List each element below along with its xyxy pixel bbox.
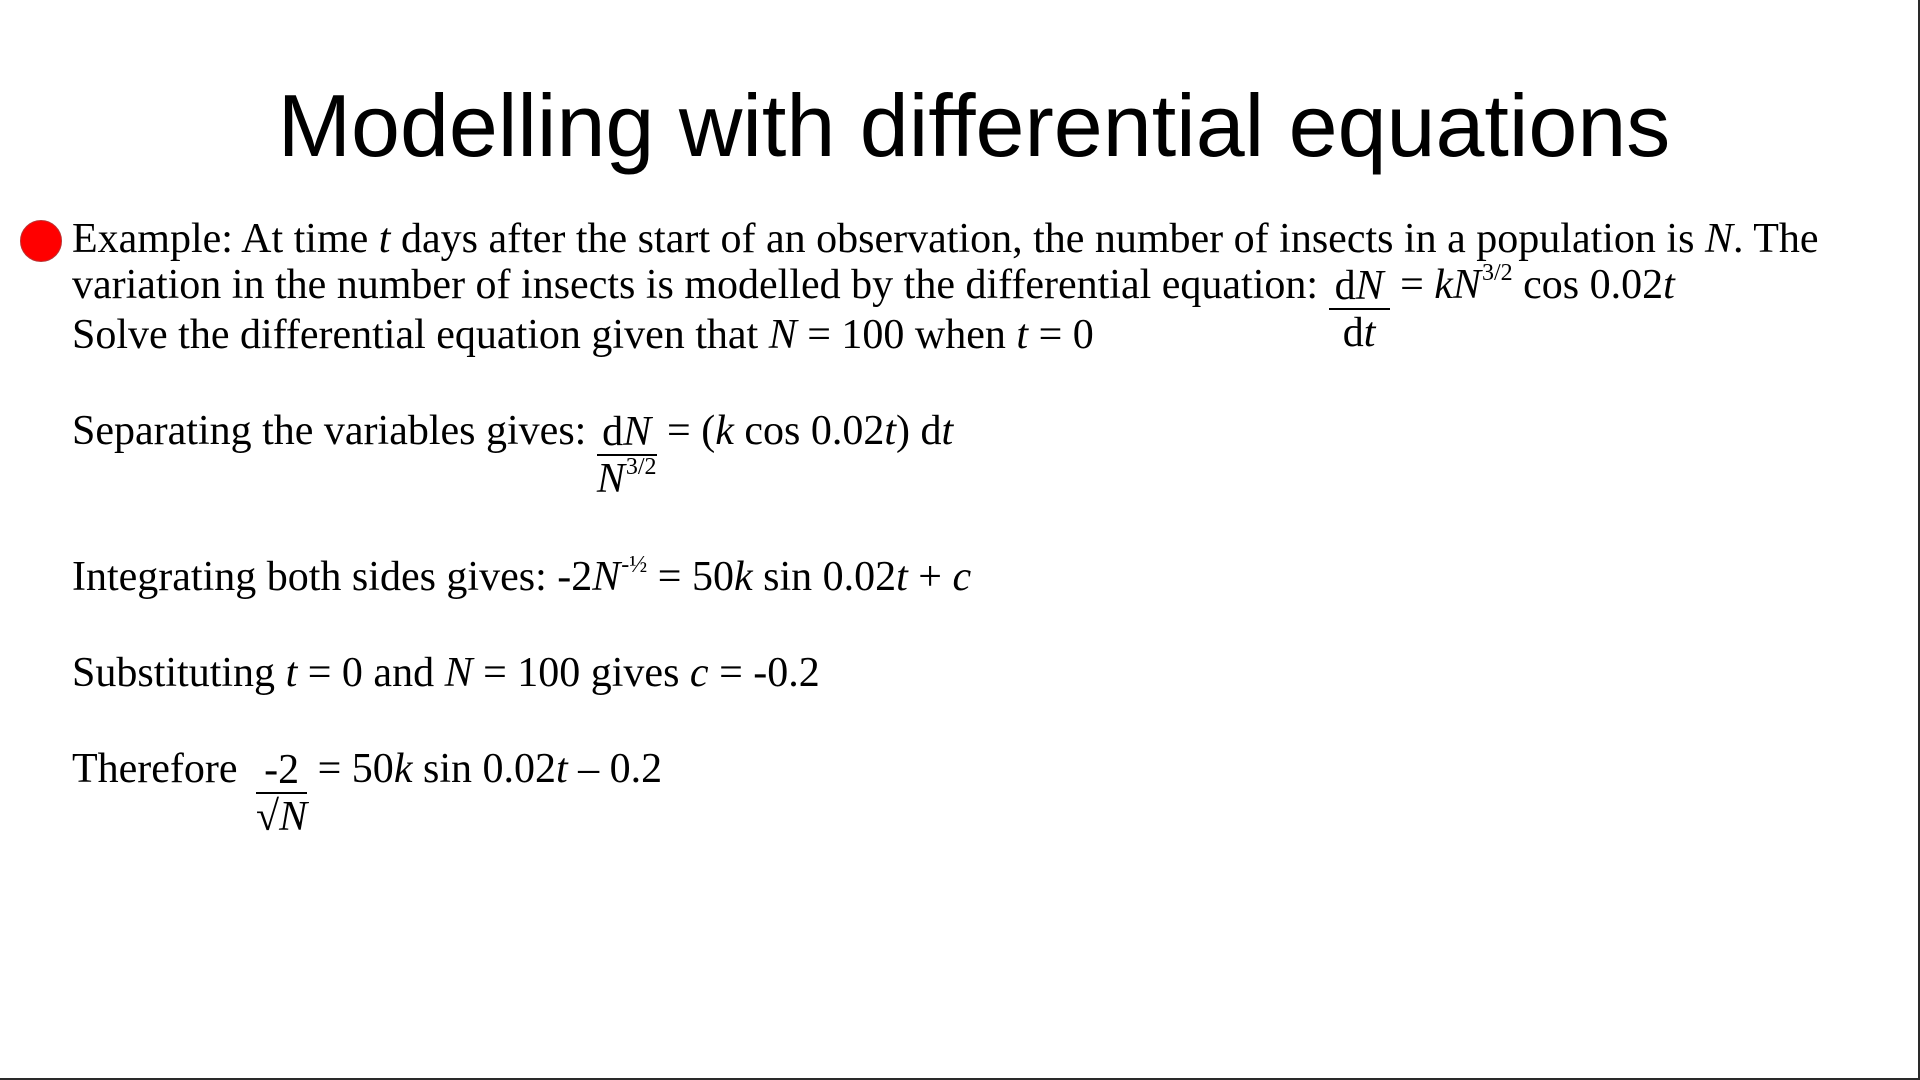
example-line-1: Example: At time t days after the start of an observation, the number of insects in a population is N. The: [72, 216, 1819, 262]
step-substitute: Substituting t = 0 and N = 100 gives c = -0.2: [72, 650, 820, 696]
step-therefore: Therefore $\frac{-2}{√N}$ = 50k sin 0.02t – 0.2: [72, 746, 663, 840]
example-line-3: Solve the differential equation given that N = 100 when t = 0: [72, 312, 1094, 358]
step-separate: Separating the variables gives: $\frac{dN}{N^{3/2}}$ = (k cos 0.02t) dt: [72, 410, 953, 508]
slide-title: Modelling with differential equations: [277, 76, 1671, 175]
example-line-2: variation in the number of insects is modelled by the differential equation: $\frac{dN}{dt}$ = $kN^{3/2}$ cos 0.02t: [72, 260, 1675, 356]
bullet-dot: [20, 220, 62, 262]
step-integrate: Integrating both sides gives: $-2N^{-\frac{1}{2}} = 50k$ sin 0.02t + c: [72, 552, 972, 600]
dn-over-n-fraction: $\frac{dN}{N^{3/2}}$: [596, 409, 657, 502]
dn-dt-fraction: $\frac{dN}{dt}$: [1329, 264, 1390, 356]
minus-two-over-root-n-fraction: $\frac{-2}{√N}$: [256, 747, 308, 840]
